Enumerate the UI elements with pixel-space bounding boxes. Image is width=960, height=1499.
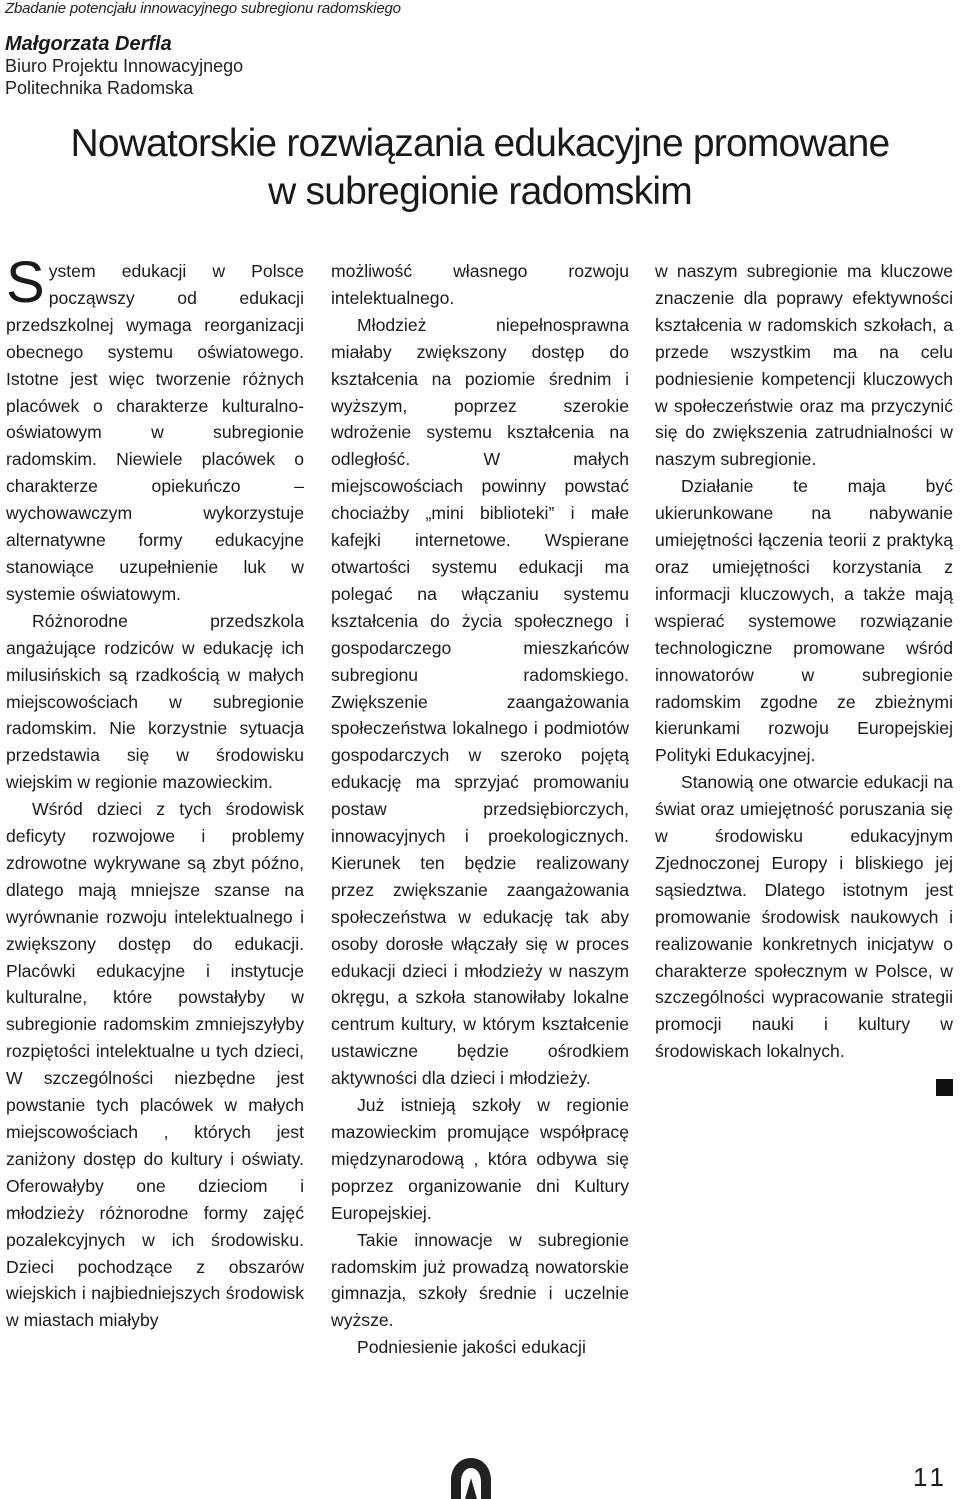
paragraph: Takie innowacje w subregionie radomskim już prowadzą nowatorskie gimnazja, szkoły średnie i uczelnie wyższe.: [331, 1229, 629, 1331]
paragraph: Młodzież niepełnosprawna miałaby zwiększony dostęp do kształcenia na poziomie średnim i wyższym, poprzez szerokie wdrożenie systemu kształcenia na odległość. W małych miejscowościach powinny powstać chociażby „mini biblioteki” i małe kafejki internetowe. Wspierane otwartości systemu edukacji ma polegać na włączaniu systemu kształcenia do życia społecznego i gospodarczego mieszkańców subregionu radomskiego. Zwiększenie zaangażowania społeczeństwa lokalnego i podmiotów gospodarczych w szeroko pojętą edukację ma sprzyjać promowaniu postaw przedsiębiorczych, innowacyjnych i proekologicznych. Kierunek ten będzie realizowany przez zwiększanie zaangażowania społeczeństwa w edukację tak aby osoby dorosłe włączały się w proces edukacji dzieci i młodzieży w naszym okręgu, a szkoła stanowiłaby lokalne centrum kultury, w którym kształcenie ustawiczne będzie ośrodkiem aktywności dla dzieci i młodzieży.: [331, 314, 629, 1089]
author-block: [5, 33, 243, 99]
paragraph: Podniesienie jakości edukacji: [357, 1337, 586, 1358]
paragraph: Już istnieją szkoły w regionie mazowieckim promujące współpracę międzynarodową , która odbywa się poprzez organizowanie dni Kultury Europejskiej.: [331, 1095, 629, 1223]
paragraph-text: ystem edukacji w Polsce począwszy od edukacji przedszkolnej wymaga reorganizacji obecnego systemu oświatowego. Istotne jest więc tworzenie różnych placówek o charakterze kulturalno- oświatowym w subregionie radomskim. Niewiele placówek o charakterze opiekuńczo – wychowawczym wykorzystuje alternatywne formy edukacyjne stanowiące uzupełnienie luk w systemie oświatowym.: [6, 261, 304, 604]
affiliation-line-2: Politechnika Radomska: [5, 78, 194, 98]
paragraph: w naszym subregionie ma kluczowe znaczenie dla poprawy efektywności kształcenia w radomskich szkołach, a przede wszystkim ma na celu podniesienie kompetencji kluczowych w społeczeństwie oraz ma przyczynić się do zwiększenia zatrudnialności w naszym subregionie.: [655, 261, 953, 470]
paragraph: Działanie te maja być ukierunkowane na nabywanie umiejętności łączenia teorii z praktyką oraz umiejętności korzystania z informacji kluczowych, a także mają wspierać systemowe rozwiązanie technologiczne promowane wśród innowatorów w subregionie radomskim zgodne ze zbieżnymi kierunkami rozwoju Europejskiej Polityki Edukacyjnej.: [655, 476, 953, 766]
column-1: [6, 250, 304, 1334]
paragraph: Stanowią one otwarcie edukacji na świat oraz umiejętność poruszania się w środowisku edukacyjnym Zjednoczonej Europy i bliskiego jej sąsiedztwa. Dlatego istotnym jest promowanie środowisk naukowych i realizowanie konkretnych inicjatyw o charakterze społecznym w Polsce, w szczególności wypracowanie strategii promocji nauki i kultury w środowiskach lokalnych.: [655, 772, 953, 1062]
affiliation-line-1: Biuro Projektu Innowacyjnego: [5, 56, 244, 76]
paragraph: możliwość własnego rozwoju intelektualnego.: [331, 261, 629, 308]
paragraph: Wśród dzieci z tych środowisk deficyty rozwojowe i problemy zdrowotne wykrywane są zbyt późno, dlatego mają mniejsze szanse na wyrównanie rozwoju intelektualnego i zwiększony dostęp do edukacji. Placówki edukacyjne i instytucje kulturalne, które powstałyby w subregionie radomskim zmniejszyłyby rozpiętości intelektualne u tych dzieci, W szczególności niezbędne jest powstanie tych placówek w małych miejscowościach , których jest zaniżony dostęp do kultury i oświaty. Oferowałyby one dzieciom i młodzieży różnorodne formy zajęć pozalekcyjnych w ich środowisku. Dzieci pochodzące z obszarów wiejskich i najbiedniejszych środowisk w miastach miałyby: [6, 799, 304, 1331]
paragraph: Różnorodne przedszkola angażujące rodziców w edukację ich milusińskich są rzadkością w małych miejscowościach w subregionie radomskim. Nie korzystnie sytuacja przedstawia się w środowisku wiejskim w regionie mazowieckim.: [6, 610, 304, 793]
column-2: [331, 258, 629, 1361]
article-title: [0, 120, 960, 216]
title-line-2: w subregionie radomskim: [268, 170, 692, 213]
page-number: 11: [913, 1462, 948, 1492]
drop-cap: S: [6, 250, 45, 315]
end-of-article-square-icon: [936, 1079, 953, 1096]
author-name: Małgorzata Derfla: [5, 33, 172, 55]
publisher-logo-icon: [447, 1456, 495, 1499]
running-head: Zbadanie potencjału innowacyjnego subregionu radomskiego: [5, 0, 401, 17]
paragraph: [6, 250, 304, 608]
column-3: [655, 258, 953, 1096]
title-line-1: Nowatorskie rozwiązania edukacyjne promowane: [70, 122, 890, 165]
